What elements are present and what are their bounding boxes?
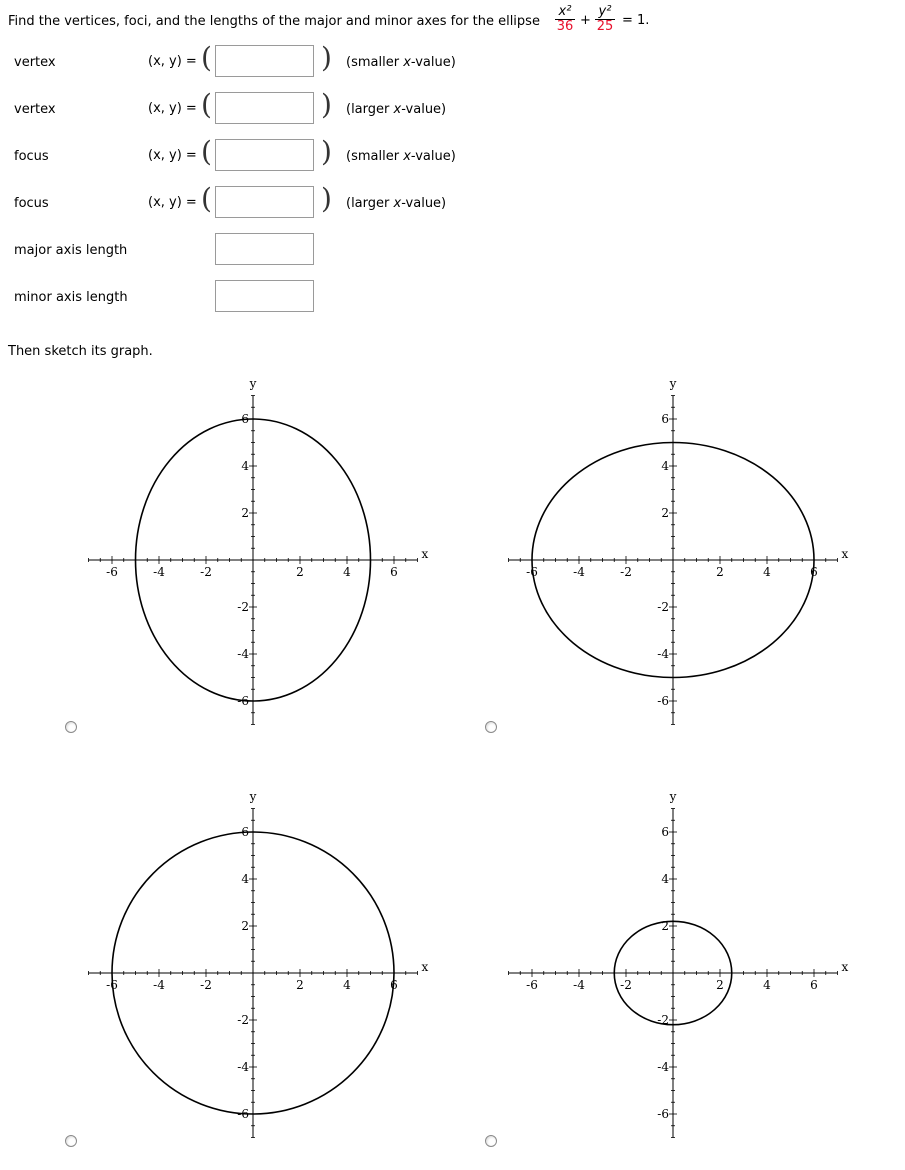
y-tick-label: -2 [237,1013,249,1027]
x-axis-label: x [841,960,849,974]
x-axis-label: x [841,547,849,561]
y-tick-label: -6 [657,1107,669,1121]
radio-option-b[interactable] [485,721,497,733]
vertex-1-hint: (smaller x-value) [346,55,456,70]
x-tick-label: -4 [153,978,165,992]
x-tick-label: 2 [716,565,724,579]
y-axis-label: y [669,789,677,804]
focus-2-xy-label: (x, y) = [148,195,197,210]
x-axis-label: x [421,547,429,561]
y-tick-label: 6 [241,412,249,426]
y-tick-label: 4 [241,872,249,886]
minor-axis-label: minor axis length [14,290,128,305]
vertex-1-label: vertex [14,55,56,70]
open-paren: ( [201,88,212,121]
y-tick-label: -6 [237,694,249,708]
graph-option-c [80,778,450,1148]
open-paren: ( [201,135,212,168]
focus-2-hint: (larger x-value) [346,196,447,211]
y-tick-label: 2 [661,506,669,520]
y-tick-label: -4 [657,1060,669,1074]
y-axis-label: y [669,376,677,391]
focus-1-hint: (smaller x-value) [346,149,456,164]
x-tick-label: 6 [810,565,818,579]
close-paren: ) [321,88,332,121]
x-axis-label: x [421,960,429,974]
x-tick-label: -2 [200,978,212,992]
vertex-2-hint: (larger x-value) [346,102,447,117]
x-tick-label: -4 [153,565,165,579]
vertex-2-xy-label: (x, y) = [148,101,197,116]
y-tick-label: 2 [241,506,249,520]
x-tick-label: 6 [390,978,398,992]
y-tick-label: -4 [237,1060,249,1074]
open-paren: ( [201,41,212,74]
focus-1-xy-label: (x, y) = [148,148,197,163]
y-tick-label: -2 [657,1013,669,1027]
focus-1-label: focus [14,149,49,164]
vertex-larger-input[interactable] [215,92,314,124]
fraction-y: y² 25 [596,4,614,34]
plus-sign: + [580,13,591,28]
graph-option-b [500,365,870,735]
x-tick-label: 4 [763,978,771,992]
x-tick-label: -2 [200,565,212,579]
x-tick-label: 6 [810,978,818,992]
y-tick-label: 6 [241,825,249,839]
y-tick-label: -4 [657,647,669,661]
x-tick-label: -4 [573,565,585,579]
focus-larger-input[interactable] [215,186,314,218]
y-tick-label: -6 [657,694,669,708]
equation-rhs: = 1. [622,13,650,28]
close-paren: ) [321,41,332,74]
y-tick-label: -6 [237,1107,249,1121]
x-tick-label: -2 [620,565,632,579]
y-axis-label: y [249,789,257,804]
vertex-1-xy-label: (x, y) = [148,54,197,69]
graph-option-a [80,365,450,735]
y-tick-label: 6 [661,825,669,839]
radio-option-c[interactable] [65,1135,77,1147]
close-paren: ) [321,135,332,168]
vertex-smaller-input[interactable] [215,45,314,77]
x-tick-label: 6 [390,565,398,579]
radio-option-a[interactable] [65,721,77,733]
vertex-2-label: vertex [14,102,56,117]
x-tick-label: 4 [763,565,771,579]
y-tick-label: 2 [241,919,249,933]
x-tick-label: 2 [716,978,724,992]
y-tick-label: -2 [237,600,249,614]
x-tick-label: -6 [106,978,118,992]
open-paren: ( [201,182,212,215]
major-axis-label: major axis length [14,243,128,258]
question-text: Find the vertices, foci, and the lengths of the major and minor axes for the ellipse [8,14,540,29]
x-tick-label: -6 [526,978,538,992]
fraction-x: x² 36 [556,4,574,34]
x-tick-label: -2 [620,978,632,992]
graph-option-d [500,778,870,1148]
x-tick-label: -4 [573,978,585,992]
major-axis-input[interactable] [215,233,314,265]
x-tick-label: -6 [106,565,118,579]
minor-axis-input[interactable] [215,280,314,312]
focus-smaller-input[interactable] [215,139,314,171]
x-tick-label: 4 [343,978,351,992]
y-tick-label: 4 [661,459,669,473]
x-tick-label: 4 [343,565,351,579]
focus-2-label: focus [14,196,49,211]
x-tick-label: 2 [296,565,304,579]
y-tick-label: 2 [661,919,669,933]
radio-option-d[interactable] [485,1135,497,1147]
y-tick-label: -4 [237,647,249,661]
x-tick-label: -6 [526,565,538,579]
sketch-prompt: Then sketch its graph. [8,344,153,359]
close-paren: ) [321,182,332,215]
y-tick-label: 4 [241,459,249,473]
x-tick-label: 2 [296,978,304,992]
y-tick-label: 4 [661,872,669,886]
y-tick-label: 6 [661,412,669,426]
y-tick-label: -2 [657,600,669,614]
y-axis-label: y [249,376,257,391]
